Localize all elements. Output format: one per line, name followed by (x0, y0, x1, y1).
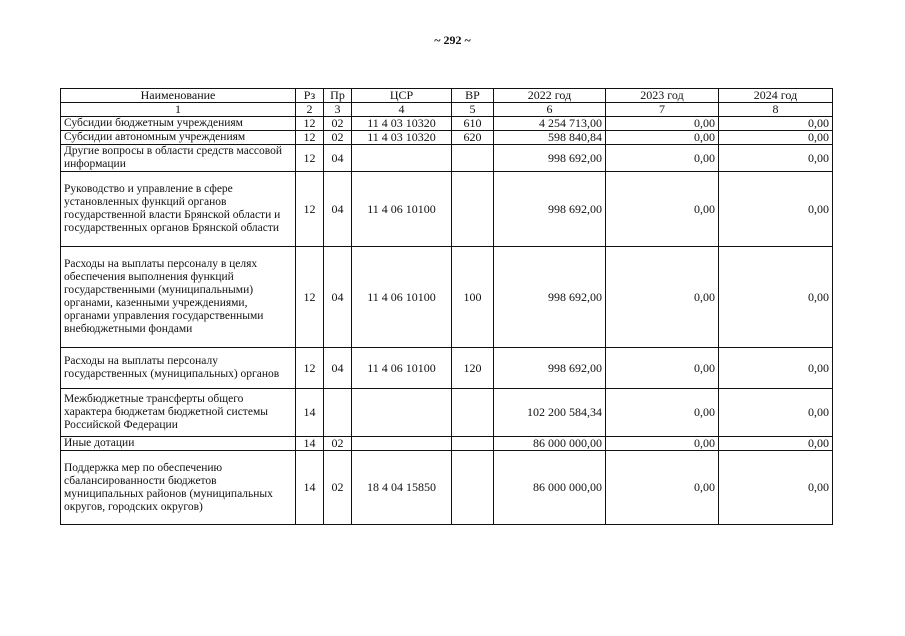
cell-vr: 100 (452, 247, 494, 348)
col-number: 8 (719, 103, 833, 117)
table-row (61, 451, 833, 525)
cell-2022: 4 254 713,00 (494, 117, 606, 131)
table-row (61, 247, 833, 348)
cell-rz: 12 (296, 117, 324, 131)
cell-rz: 12 (296, 247, 324, 348)
cell-rz: 14 (296, 451, 324, 525)
col-header-2023: 2023 год (606, 89, 719, 103)
table-row (61, 172, 833, 247)
cell-2023: 0,00 (606, 389, 719, 437)
cell-2023: 0,00 (606, 348, 719, 389)
cell-vr: 610 (452, 117, 494, 131)
cell-pr: 04 (324, 145, 352, 172)
column-number-row (61, 103, 833, 117)
cell-2022: 102 200 584,34 (494, 389, 606, 437)
col-header-2022: 2022 год (494, 89, 606, 103)
cell-vr (452, 145, 494, 172)
cell-2024: 0,00 (719, 247, 833, 348)
cell-vr: 120 (452, 348, 494, 389)
cell-csr (352, 389, 452, 437)
cell-name: Субсидии автономным учреждениям (61, 131, 296, 145)
cell-vr (452, 451, 494, 525)
col-number: 3 (324, 103, 352, 117)
cell-2023: 0,00 (606, 131, 719, 145)
cell-2022: 598 840,84 (494, 131, 606, 145)
col-header-vr: ВР (452, 89, 494, 103)
cell-2022: 86 000 000,00 (494, 451, 606, 525)
cell-csr: 11 4 06 10100 (352, 172, 452, 247)
col-header-pr: Пр (324, 89, 352, 103)
col-header-csr: ЦСР (352, 89, 452, 103)
table-row (61, 131, 833, 145)
cell-csr: 11 4 06 10100 (352, 348, 452, 389)
cell-2023: 0,00 (606, 172, 719, 247)
table-row (61, 348, 833, 389)
cell-2023: 0,00 (606, 437, 719, 451)
cell-pr: 04 (324, 172, 352, 247)
cell-rz: 14 (296, 389, 324, 437)
cell-pr: 02 (324, 131, 352, 145)
cell-vr (452, 172, 494, 247)
cell-pr: 04 (324, 247, 352, 348)
cell-2024: 0,00 (719, 389, 833, 437)
cell-csr (352, 437, 452, 451)
cell-rz: 14 (296, 437, 324, 451)
header-row (61, 89, 833, 103)
cell-name: Другие вопросы в области средств массовой информации (61, 145, 296, 172)
table-row (61, 117, 833, 131)
cell-name: Субсидии бюджетным учреждениям (61, 117, 296, 131)
col-number: 1 (61, 103, 296, 117)
cell-csr: 11 4 03 10320 (352, 117, 452, 131)
cell-2024: 0,00 (719, 117, 833, 131)
cell-csr (352, 145, 452, 172)
cell-rz: 12 (296, 348, 324, 389)
cell-2022: 86 000 000,00 (494, 437, 606, 451)
cell-2022: 998 692,00 (494, 348, 606, 389)
cell-2024: 0,00 (719, 451, 833, 525)
cell-2022: 998 692,00 (494, 145, 606, 172)
col-number: 7 (606, 103, 719, 117)
cell-name: Иные дотации (61, 437, 296, 451)
col-number: 5 (452, 103, 494, 117)
cell-csr: 18 4 04 15850 (352, 451, 452, 525)
col-number: 6 (494, 103, 606, 117)
col-header-name: Наименование (61, 89, 296, 103)
cell-2024: 0,00 (719, 437, 833, 451)
cell-csr: 11 4 03 10320 (352, 131, 452, 145)
cell-vr: 620 (452, 131, 494, 145)
cell-pr: 02 (324, 437, 352, 451)
cell-name: Руководство и управление в сфере установленных функций органов государственной власти Брянской области и государственных органов Брянской области (61, 172, 296, 247)
cell-name: Межбюджетные трансферты общего характера бюджетам бюджетной системы Российской Федерации (61, 389, 296, 437)
cell-name: Расходы на выплаты персоналу государственных (муниципальных) органов (61, 348, 296, 389)
cell-pr: 04 (324, 348, 352, 389)
table-row (61, 389, 833, 437)
cell-vr (452, 389, 494, 437)
col-header-rz: Рз (296, 89, 324, 103)
col-header-2024: 2024 год (719, 89, 833, 103)
cell-2023: 0,00 (606, 117, 719, 131)
cell-2022: 998 692,00 (494, 247, 606, 348)
budget-table (60, 88, 833, 525)
col-number: 2 (296, 103, 324, 117)
cell-name: Поддержка мер по обеспечению сбалансированности бюджетов муниципальных районов (муниципальных округов, городских округов) (61, 451, 296, 525)
cell-2022: 998 692,00 (494, 172, 606, 247)
cell-csr: 11 4 06 10100 (352, 247, 452, 348)
page-number: ~ 292 ~ (434, 33, 471, 47)
cell-2023: 0,00 (606, 451, 719, 525)
cell-rz: 12 (296, 172, 324, 247)
cell-2024: 0,00 (719, 172, 833, 247)
cell-name: Расходы на выплаты персоналу в целях обеспечения выполнения функций государственными (муниципальными) органами, казенными учреждениями, органами управления государственными внебюджетными фондами (61, 247, 296, 348)
cell-2023: 0,00 (606, 247, 719, 348)
cell-2024: 0,00 (719, 131, 833, 145)
cell-2023: 0,00 (606, 145, 719, 172)
cell-vr (452, 437, 494, 451)
col-number: 4 (352, 103, 452, 117)
cell-rz: 12 (296, 145, 324, 172)
table-row (61, 437, 833, 451)
cell-rz: 12 (296, 131, 324, 145)
cell-pr: 02 (324, 451, 352, 525)
cell-pr: 02 (324, 117, 352, 131)
cell-pr (324, 389, 352, 437)
cell-2024: 0,00 (719, 145, 833, 172)
table-row (61, 145, 833, 172)
cell-2024: 0,00 (719, 348, 833, 389)
